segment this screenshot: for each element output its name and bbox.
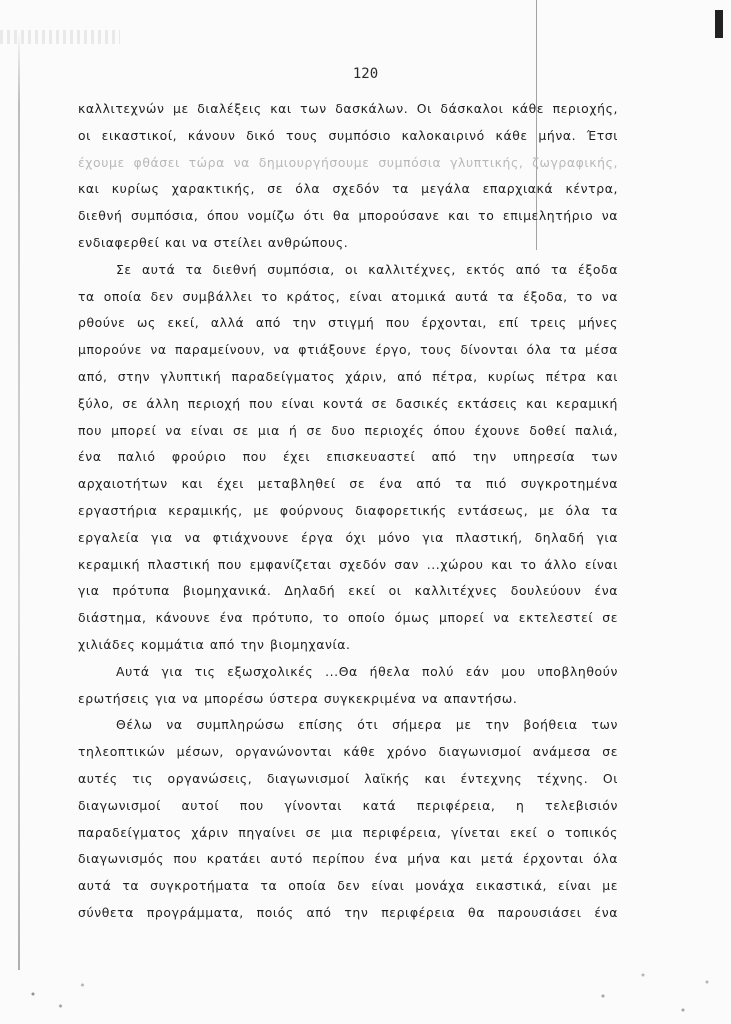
document-body [78,96,618,927]
text-line: ενδιαφερθεί και να στείλει ανθρώπους. [78,234,349,250]
text-line: έχουμε φθάσει τώρα να δημιουργήσουμε συμπόσια γλυπτικής, ζωγραφικής, [78,154,618,170]
text-line: μπορούνε να παραμείνουν, να φτιάξουνε έργο, τους δίνονται όλα τα μέσα [78,342,618,358]
page-number: 120 [352,66,379,82]
text-line: Αυτά για τις εξωσχολικές ...Θα ήθελα πολύ εάν μου υποβληθούν [116,663,618,679]
text-line: εργαστήρια κεραμικής, με φούρνους διαφορετικής εντάσεως, με όλα τα [78,502,618,518]
text-line: ερωτήσεις για να μπορέσω ύστερα συγκεκριμένα να απαντήσω. [78,690,518,706]
scan-edge-shadow [18,30,20,970]
text-line: και κυρίως χαρακτικής, σε όλα σχεδόν τα μεγάλα επαρχιακά κέντρα, [78,181,618,197]
text-line: οι εικαστικοί, κάνουν δικό τους συμπόσιο καλοκαιρινό κάθε μήνα. Έτσι [78,127,618,143]
scan-speckle-bottom-right [571,954,731,1024]
text-line: καλλιτεχνών με διαλέξεις και των δασκάλων. Οι δάσκαλοι κάθε περιοχής, [78,101,618,116]
text-line: διάστημα, κάνουνε ένα πρότυπο, το οποίο όμως μπορεί να εκτελεστεί σε [78,610,618,626]
text-line: διαγωνισμός που κρατάει αυτό περίπου ένα μήνα και μετά έρχονται όλα [78,851,618,867]
text-line: από, στην γλυπτική παραδείγματος χάριν, από πέτρα, κυρίως πέτρα και [78,368,618,384]
text-line: για πρότυπα βιομηχανικά. Δηλαδή εκεί οι καλλιτέχνες δουλεύουν ένα [78,583,618,599]
scan-noise-top [0,30,120,44]
text-line: ξύλο, σε άλλη περιοχή που είναι κοντά σε δασικές εκτάσεις και κεραμική [78,395,618,411]
text-line: αυτές τις οργανώσεις, διαγωνισμοί λαϊκής και έντεχνης τέχνης. Οι [78,770,618,786]
text-line: τα οποία δεν συμβάλλει το κράτος, είναι ατομικά αυτά τα έξοδα, το να [78,288,618,304]
scan-speckle-bottom-left [0,964,110,1024]
text-line: εργαλεία για να φτιάχνουνε έργα όχι μόνο για πλαστική, δηλαδή για [78,529,618,545]
text-line: ρθούνε ως εκεί, αλλά από την στιγμή που έρχονται, επί τρεις μήνες [78,315,618,331]
text-line: αρχαιοτήτων και έχει μεταβληθεί σε ένα από τα πιό συγκροτημένα [78,476,618,492]
text-line: διεθνή συμπόσια, όπου νομίζω ότι θα μπορούσανε και το επιμελητήριο να [78,208,618,224]
text-line: τηλεοπτικών μέσων, οργανώνονται κάθε χρόνο διαγωνισμοί ανάμεσα σε [78,744,618,760]
text-line: παραδείγματος χάριν πηγαίνει σε μια περιφέρεια, γίνεται εκεί ο τοπικός [78,824,618,840]
text-line: ένα παλιό φρούριο που έχει επισκευαστεί από την υπηρεσία των [78,449,618,465]
text-line: διαγωνισμοί αυτοί που γίνονται κατά περιφέρεια, η τελεβισιόν [78,797,618,813]
text-line: σύνθετα προγράμματα, ποιός από την περιφέρεια θα παρουσιάσει ένα [78,904,618,920]
text-line: αυτά τα συγκροτήματα τα οποία δεν είναι μονάχα εικαστικά, είναι με [78,878,618,894]
scan-corner-mark [715,10,723,38]
text-line: Σε αυτά τα διεθνή συμπόσια, οι καλλιτέχνες, εκτός από τα έξοδα [116,261,618,277]
text-line: Θέλω να συμπληρώσω επίσης ότι σήμερα με την βοήθεια των [116,717,618,733]
text-line: κεραμική πλαστική που εμφανίζεται σχεδόν σαν ...χώρου και το άλλο είναι [78,556,618,572]
text-line: που μπορεί να είναι σε μια ή σε δυο περιοχές όπου έχουνε δοθεί παλιά, [78,422,618,438]
text-line: χιλιάδες κομμάτια από την βιομηχανία. [78,636,351,652]
